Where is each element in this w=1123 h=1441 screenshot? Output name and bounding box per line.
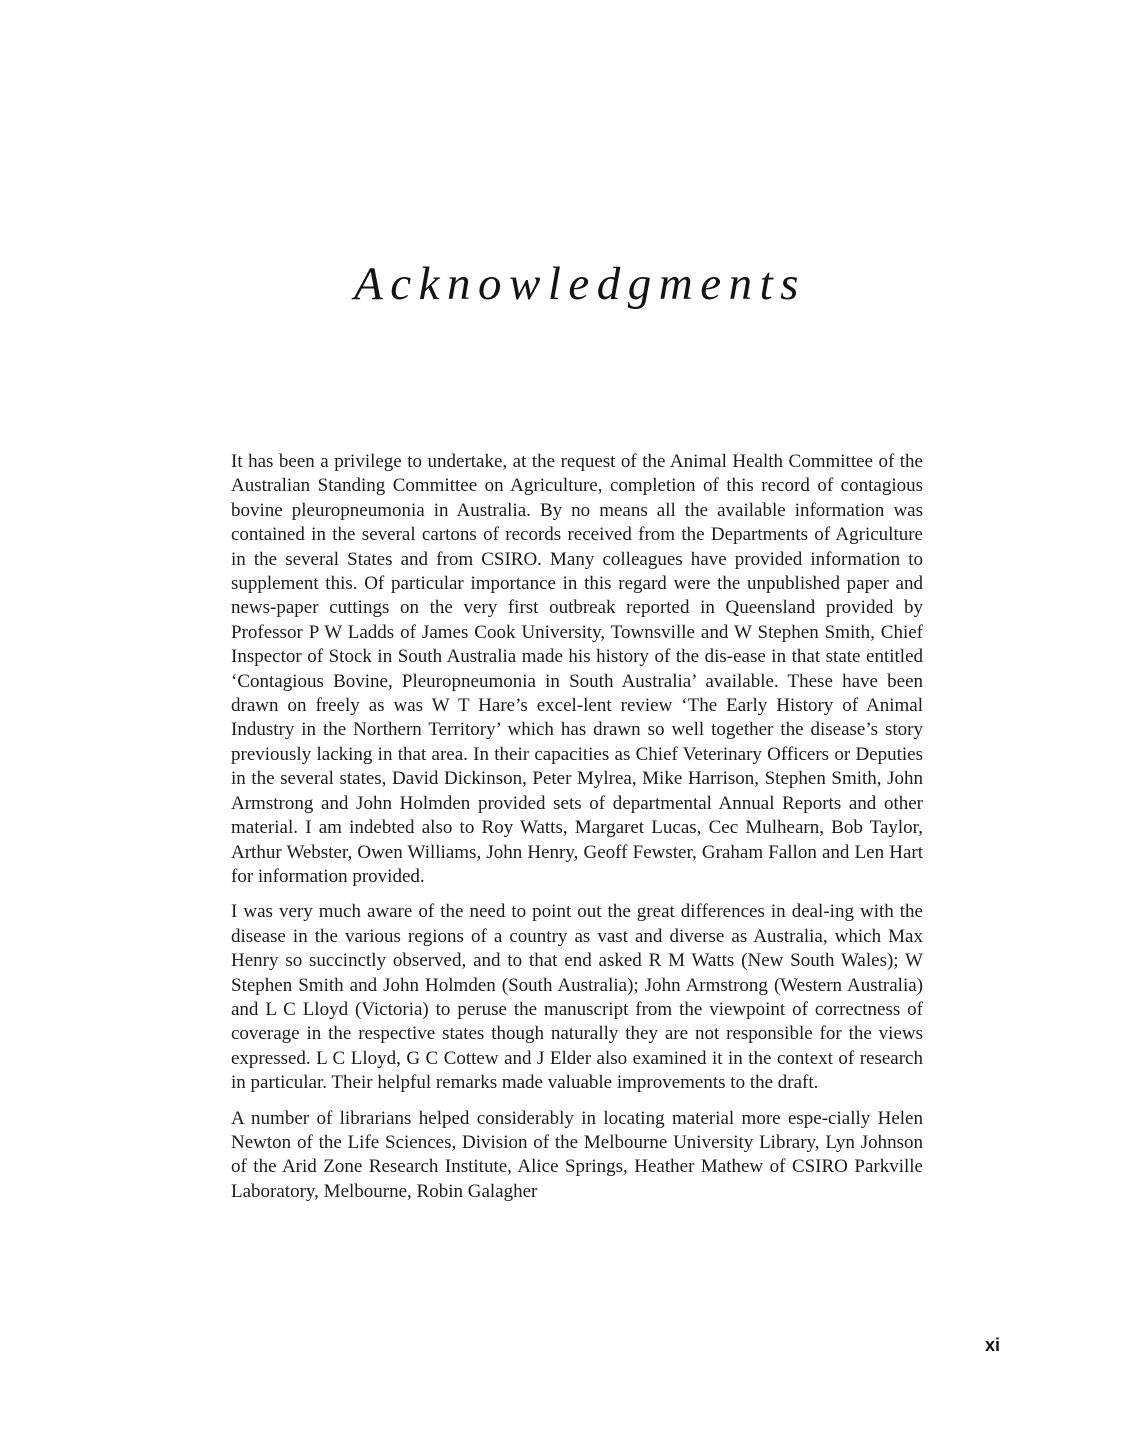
page-number: xi (985, 1335, 1001, 1355)
page-title: Acknowledgments (354, 258, 806, 310)
paragraph-reviewers: I was very much aware of the need to point out the great differences in deal-ing with the disease in the various regions of a country as vast and diverse as Australia, which Max Henry so succinctly observed, and to that end asked R M Watts (New South Wales); W Stephen Smith and John Holmden (South Australia); John Armstrong (Western Australia) and L C Lloyd (Victoria) to peruse the manuscript from the viewpoint of correctness of coverage in the respective states though naturally they are not responsible for the views expressed. L C Lloyd, G C Cottew and J Elder also examined it in the context of research in particular. Their helpful remarks made valuable improvements to the draft. (231, 901, 923, 1094)
body-text (231, 450, 923, 1215)
paragraph-sources: It has been a privilege to undertake, at the request of the Animal Health Committee of the Australian Standing Committee on Agriculture, completion of this record of contagious bovine pleuropneumonia in Australia. By no means all the available information was contained in the several cartons of records received from the Departments of Agriculture in the several States and from CSIRO. Many colleagues have provided information to supplement this. Of particular importance in this regard were the unpublished paper and news-paper cuttings on the very first outbreak reported in Queensland provided by Professor P W Ladds of James Cook University, Townsville and W Stephen Smith, Chief Inspector of Stock in South Australia made his history of the dis-ease in that state entitled ‘Contagious Bovine, Pleuropneumonia in South Australia’ available. These have been drawn on freely as was W T Hare’s excel-lent review ‘The Early History of Animal Industry in the Northern Territory’ which has drawn so well together the disease’s story previously lacking in that area. In their capacities as Chief Veterinary Officers or Deputies in the several states, David Dickinson, Peter Mylrea, Mike Harrison, Stephen Smith, John Armstrong and John Holmden provided sets of departmental Annual Reports and other material. I am indebted also to Roy Watts, Margaret Lucas, Cec Mulhearn, Bob Taylor, Arthur Webster, Owen Williams, John Henry, Geoff Fewster, Graham Fallon and Len Hart for information provided. (231, 451, 923, 887)
paragraph-librarians: A number of librarians helped considerably in locating material more espe-cially Helen Newton of the Life Sciences, Division of the Melbourne University Library, Lyn Johnson of the Arid Zone Research Institute, Alice Springs, Heather Mathew of CSIRO Parkville Laboratory, Melbourne, Robin Galagher (231, 1107, 923, 1202)
